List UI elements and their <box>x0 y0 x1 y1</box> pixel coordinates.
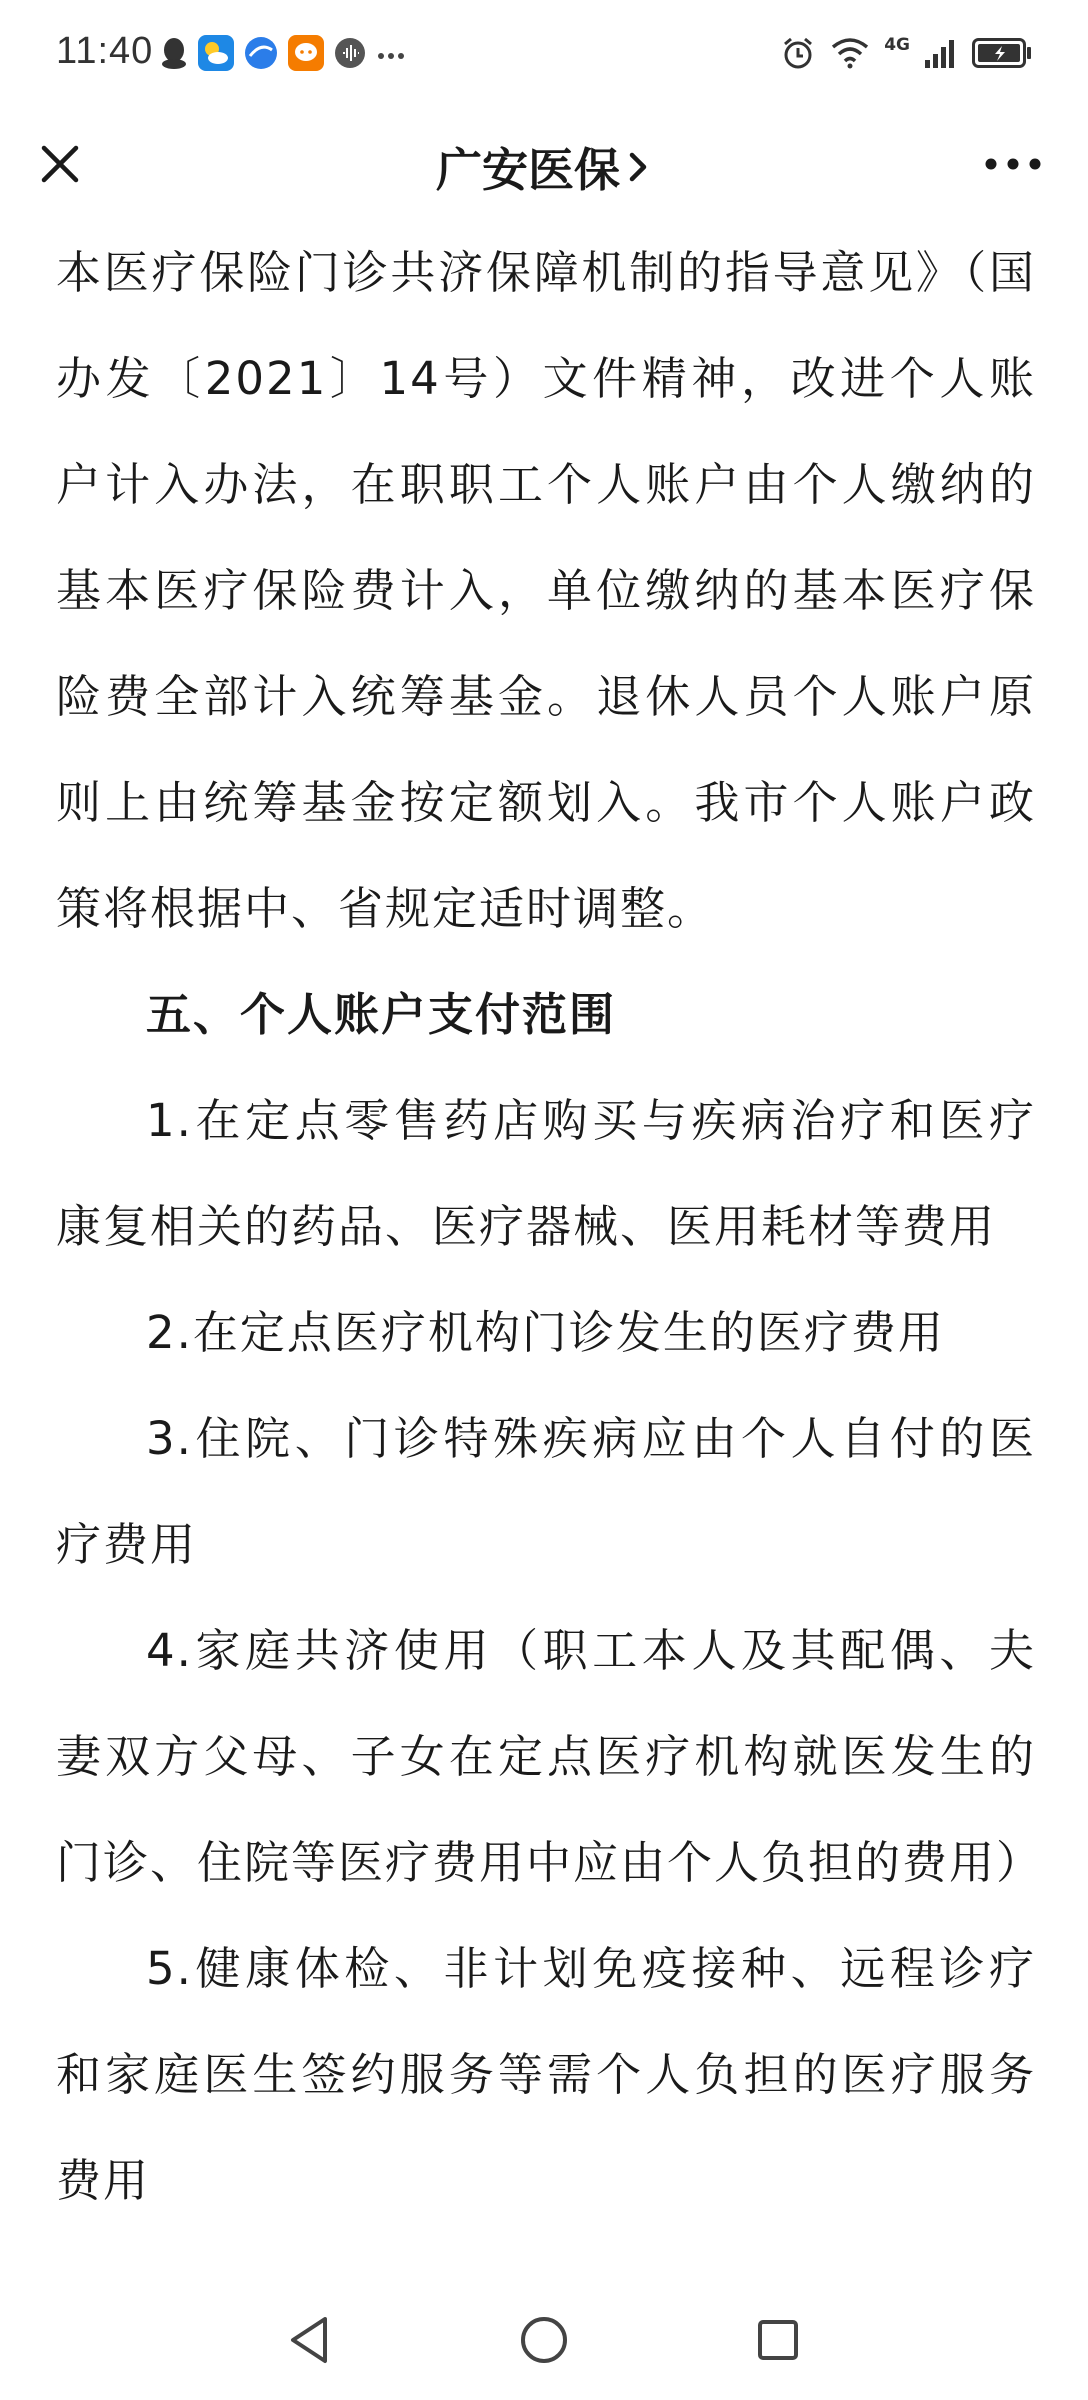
back-triangle-icon <box>285 2313 335 2367</box>
close-icon <box>30 134 90 194</box>
recents-square-icon <box>753 2315 803 2365</box>
alarm-icon <box>780 35 816 75</box>
title-bar <box>0 112 1088 222</box>
status-time: 11:40 <box>56 30 154 72</box>
list-item: 5.健康体检、非计划免疫接种、远程诊疗和家庭医生签约服务等需个人负担的医疗服务费用 <box>56 1942 1036 2207</box>
more-horizontal-icon <box>978 134 1048 194</box>
close-button[interactable] <box>30 134 90 194</box>
page-title: 广安医保 <box>436 143 620 197</box>
weather-app-icon <box>198 35 234 75</box>
more-dots-icon <box>376 46 406 65</box>
list-item: 4.家庭共济使用（职工本人及其配偶、夫妻双方父母、子女在定点医疗机构就医发生的门诊、住院等医疗费用中应由个人负担的费用） <box>56 1624 1044 1889</box>
list-item: 3.住院、门诊特殊疾病应由个人自付的医疗费用 <box>56 1412 1036 1571</box>
list-item: 1.在定点零售药店购买与疾病治疗和医疗康复相关的药品、医疗器械、医用耗材等费用 <box>56 1094 1036 1253</box>
browser-app-icon <box>244 36 278 74</box>
chat-app-icon <box>288 35 324 75</box>
battery-icon <box>972 38 1032 72</box>
chevron-right-icon <box>626 147 652 187</box>
article-paragraph: 本医疗保险门诊共济保障机制的指导意见》（国办发〔2021〕14号）文件精神，改进个人账户计入办法，在职职工个人账户由个人缴纳的基本医疗保险费计入，单位缴纳的基本医疗保险费全部计入统筹基金。退休人员个人账户原则上由统筹基金按定额划入。我市个人账户政策将根据中、省规定适时调整。 <box>56 246 1036 935</box>
home-button[interactable] <box>512 2308 576 2372</box>
section-heading: 五、个人账户支付范围 <box>146 988 617 1041</box>
signal-icon <box>924 38 958 72</box>
list-item: 2.在定点医疗机构门诊发生的医疗费用 <box>146 1306 945 1359</box>
article-body <box>56 220 1044 2234</box>
voice-app-icon <box>334 37 366 73</box>
more-button[interactable] <box>978 134 1048 194</box>
back-button[interactable] <box>278 2308 342 2372</box>
home-circle-icon <box>517 2313 571 2367</box>
system-status-icons <box>780 32 1032 78</box>
qq-icon <box>160 36 188 74</box>
notification-icons <box>160 34 406 76</box>
recents-button[interactable] <box>746 2308 810 2372</box>
account-title-link[interactable] <box>436 134 652 200</box>
network-type-label: 4G <box>884 35 910 55</box>
system-nav-bar <box>0 2280 1088 2400</box>
status-bar <box>0 0 1088 112</box>
wifi-icon <box>830 37 870 73</box>
